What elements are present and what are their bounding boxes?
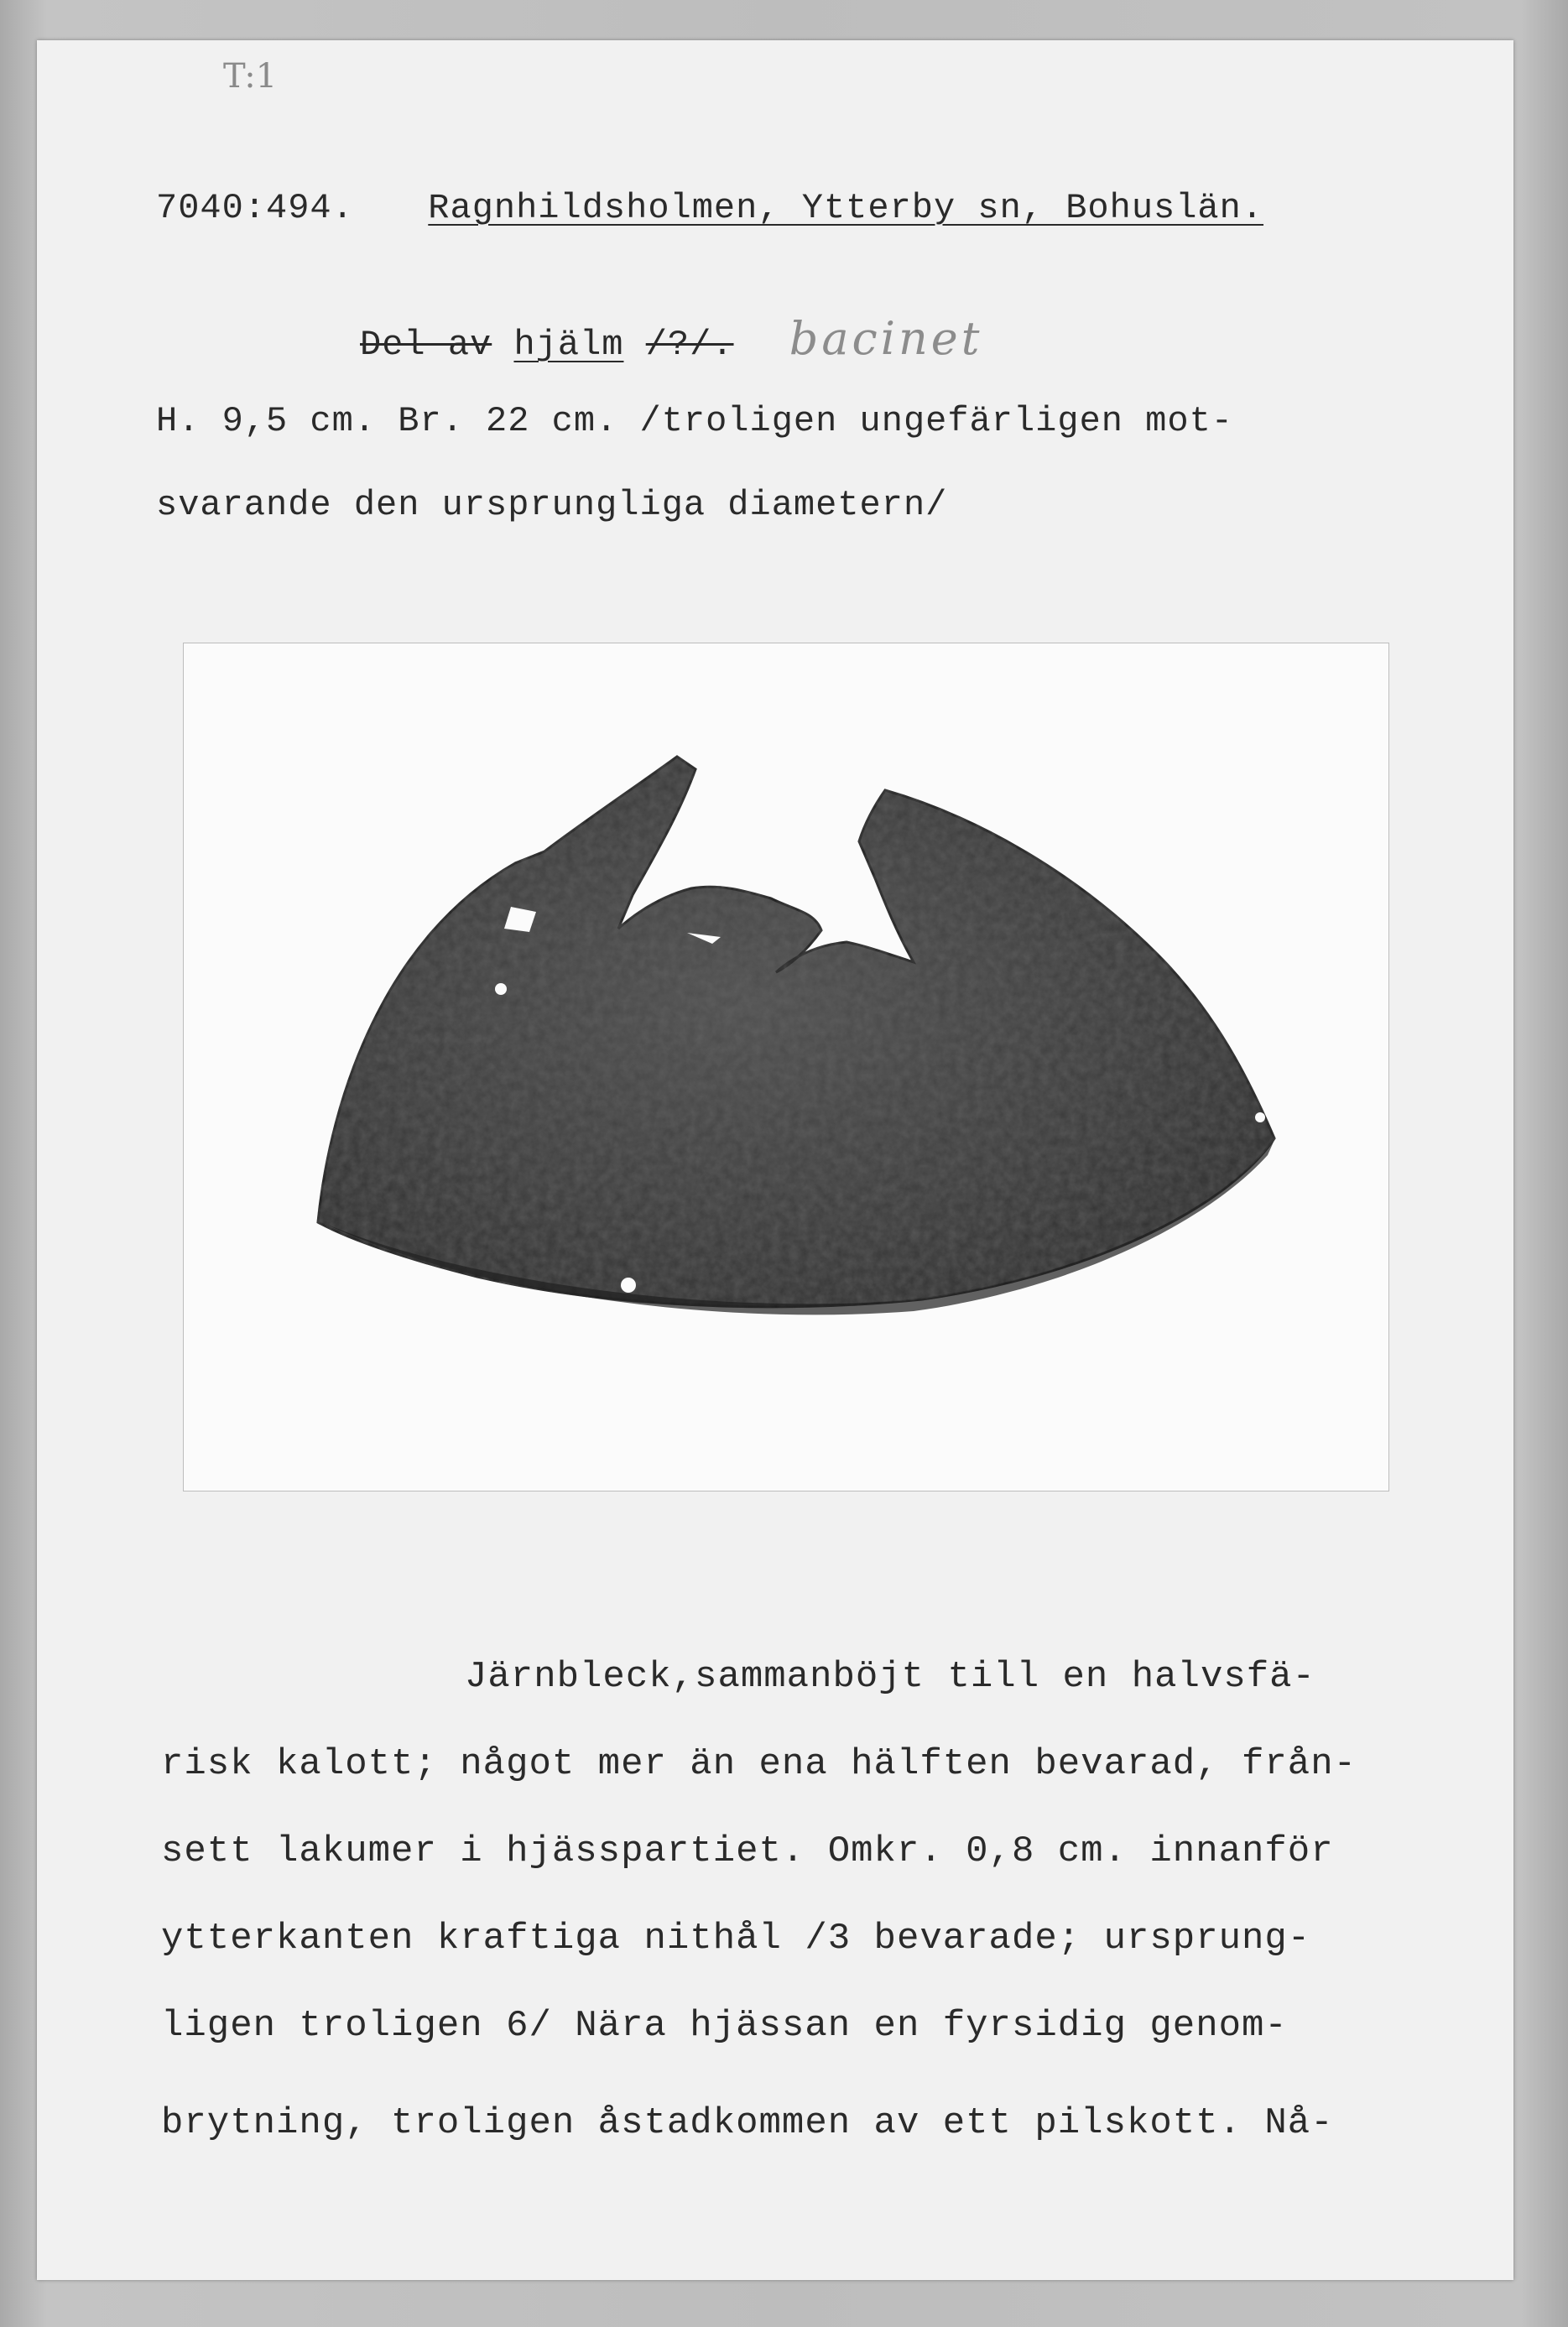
helmet-fragment-photo-icon: [184, 643, 1388, 1491]
object-line: [360, 312, 982, 365]
catalog-card: [37, 40, 1513, 2280]
catalog-number: 7040:494.: [156, 188, 354, 228]
struck-suffix: /?/.: [645, 325, 734, 365]
object-name: hjälm: [513, 325, 624, 365]
description-line-1: Järnbleck,sammanböjt till en halvsfä-: [465, 1656, 1315, 1698]
corner-mark: T:1: [223, 57, 278, 96]
description-line-5: ligen troligen 6/ Nära hjässan en fyrsidig genom-: [161, 2005, 1288, 2047]
handwritten-note: bacinet: [789, 312, 983, 365]
description-line-4: ytterkanten kraftiga nithål /3 bevarade; ursprung-: [161, 1918, 1311, 1960]
description-line-3: sett lakumer i hjässpartiet. Omkr. 0,8 cm. innanför: [161, 1830, 1334, 1872]
description-line-6: brytning, troligen åstadkommen av ett pilskott. Nå-: [161, 2102, 1334, 2144]
description-line-2: risk kalott; något mer än ena hälften bevarad, från-: [161, 1743, 1357, 1785]
heading-line: [156, 188, 1263, 228]
dimensions-line-1: H. 9,5 cm. Br. 22 cm. /troligen ungefärligen mot-: [156, 401, 1234, 441]
struck-prefix: Del av: [360, 325, 492, 365]
find-location: Ragnhildsholmen, Ytterby sn, Bohuslän.: [428, 188, 1264, 228]
dimensions-line-2: svarande den ursprungliga diametern/: [156, 485, 948, 525]
helmet-photo: [183, 643, 1389, 1491]
